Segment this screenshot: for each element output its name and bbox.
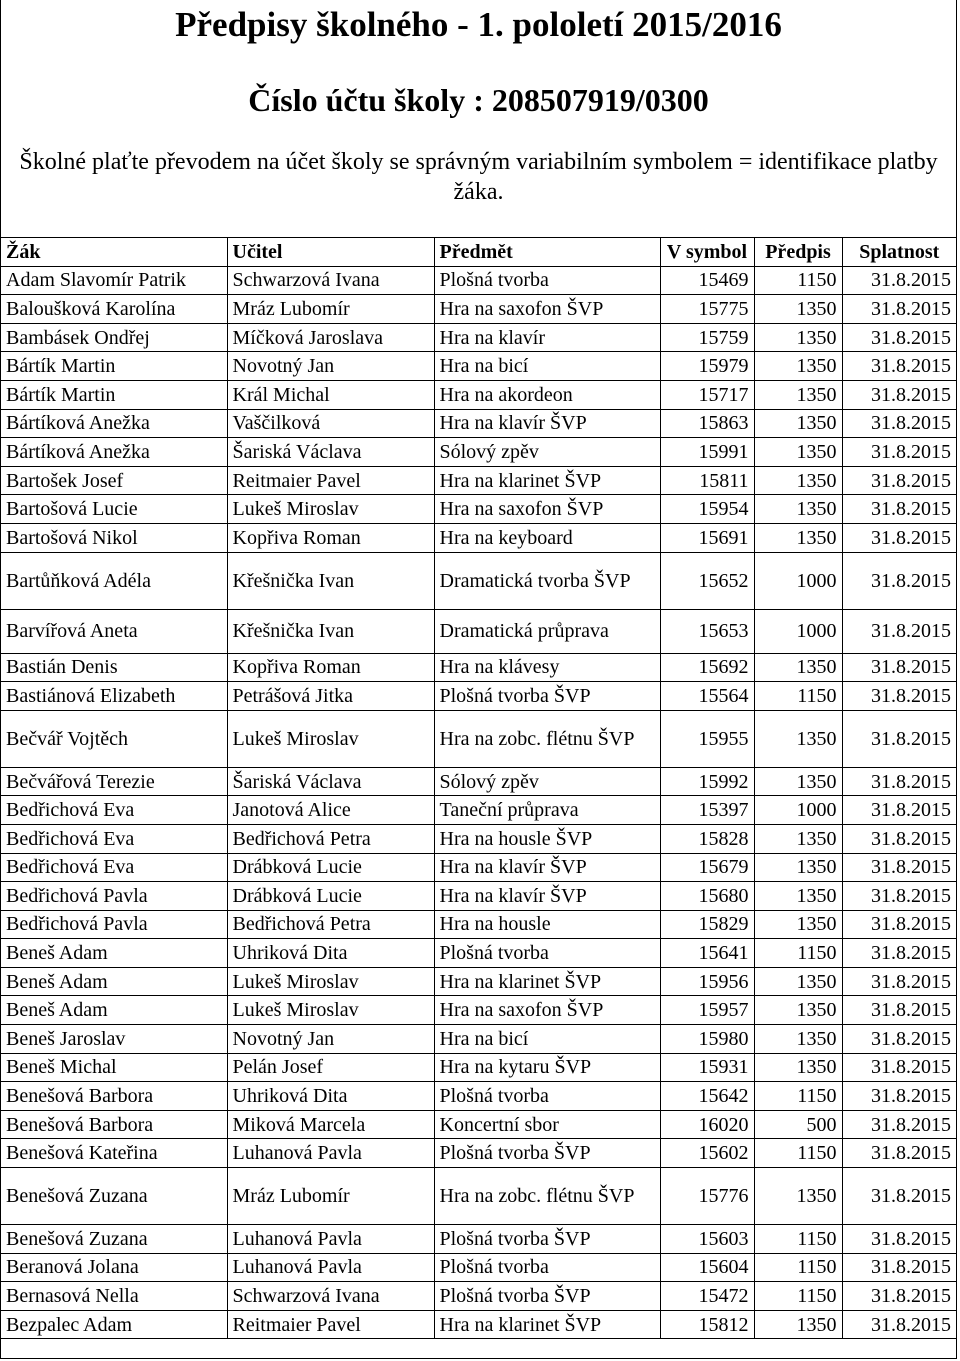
page-title: Předpisy školného - 1. pololetí 2015/2016 xyxy=(175,5,782,44)
cell-due-date: 31.8.2015 xyxy=(842,939,956,968)
table-row xyxy=(1,409,956,438)
table-row xyxy=(1,1282,956,1311)
table-row xyxy=(1,352,956,381)
cell-student: Benešová Barbora xyxy=(1,1082,227,1111)
cell-amount: 1150 xyxy=(754,682,842,711)
cell-amount: 1350 xyxy=(754,853,842,882)
cell-teacher: Janotová Alice xyxy=(227,796,434,825)
cell-vsymbol: 15679 xyxy=(660,853,754,882)
cell-student: Benešová Barbora xyxy=(1,1110,227,1139)
cell-student: Bezpalec Adam xyxy=(1,1310,227,1339)
cell-amount: 1350 xyxy=(754,466,842,495)
table-row xyxy=(1,996,956,1025)
cell-teacher: Luhanová Pavla xyxy=(227,1139,434,1168)
cell-vsymbol: 15991 xyxy=(660,438,754,467)
table-row xyxy=(1,323,956,352)
cell-subject: Hra na zobc. flétnu ŠVP xyxy=(434,1168,660,1225)
cell-amount: 500 xyxy=(754,1110,842,1139)
cell-vsymbol: 15604 xyxy=(660,1253,754,1282)
cell-teacher: Král Michal xyxy=(227,380,434,409)
cell-vsymbol: 15980 xyxy=(660,1025,754,1054)
cell-teacher: Lukeš Miroslav xyxy=(227,967,434,996)
cell-due-date: 31.8.2015 xyxy=(842,1253,956,1282)
cell-amount: 1350 xyxy=(754,1053,842,1082)
cell-vsymbol: 15642 xyxy=(660,1082,754,1111)
table-row xyxy=(1,682,956,711)
table-row xyxy=(1,380,956,409)
cell-subject: Hra na saxofon ŠVP xyxy=(434,495,660,524)
cell-teacher: Kopřiva Roman xyxy=(227,523,434,552)
cell-due-date: 31.8.2015 xyxy=(842,710,956,767)
cell-vsymbol: 15992 xyxy=(660,767,754,796)
cell-teacher: Křešnička Ivan xyxy=(227,609,434,653)
cell-subject: Hra na klavír ŠVP xyxy=(434,882,660,911)
cell-due-date: 31.8.2015 xyxy=(842,1310,956,1339)
table-row xyxy=(1,967,956,996)
column-header-subject: Předmět xyxy=(434,238,660,267)
cell-subject: Hra na kytaru ŠVP xyxy=(434,1053,660,1082)
cell-teacher: Lukeš Miroslav xyxy=(227,495,434,524)
cell-teacher: Míčková Jaroslava xyxy=(227,323,434,352)
cell-vsymbol: 15829 xyxy=(660,910,754,939)
account-number: Číslo účtu školy : 208507919/0300 xyxy=(248,82,709,118)
cell-due-date: 31.8.2015 xyxy=(842,1053,956,1082)
cell-amount: 1350 xyxy=(754,438,842,467)
cell-student: Bártík Martin xyxy=(1,380,227,409)
cell-teacher: Pelán Josef xyxy=(227,1053,434,1082)
cell-vsymbol: 15811 xyxy=(660,466,754,495)
cell-due-date: 31.8.2015 xyxy=(842,1139,956,1168)
cell-teacher: Mráz Lubomír xyxy=(227,295,434,324)
cell-amount: 1350 xyxy=(754,882,842,911)
cell-due-date: 31.8.2015 xyxy=(842,438,956,467)
column-header-teacher: Učitel xyxy=(227,238,434,267)
cell-student: Benešová Zuzana xyxy=(1,1225,227,1254)
cell-student: Bedřichová Pavla xyxy=(1,882,227,911)
cell-subject: Hra na saxofon ŠVP xyxy=(434,996,660,1025)
cell-teacher: Petrášová Jitka xyxy=(227,682,434,711)
cell-amount: 1350 xyxy=(754,295,842,324)
cell-amount: 1350 xyxy=(754,1310,842,1339)
cell-subject: Hra na klarinet ŠVP xyxy=(434,1310,660,1339)
column-header-vsymbol: V symbol xyxy=(660,238,754,267)
fees-table xyxy=(1,237,956,1339)
cell-subject: Sólový zpěv xyxy=(434,438,660,467)
cell-student: Bedřichová Eva xyxy=(1,796,227,825)
cell-teacher: Bedřichová Petra xyxy=(227,910,434,939)
cell-due-date: 31.8.2015 xyxy=(842,1025,956,1054)
column-header-due-date: Splatnost xyxy=(842,238,956,267)
table-row xyxy=(1,523,956,552)
cell-student: Bečvářová Terezie xyxy=(1,767,227,796)
cell-teacher: Luhanová Pavla xyxy=(227,1225,434,1254)
cell-vsymbol: 15691 xyxy=(660,523,754,552)
cell-teacher: Reitmaier Pavel xyxy=(227,466,434,495)
cell-student: Bartošová Lucie xyxy=(1,495,227,524)
cell-due-date: 31.8.2015 xyxy=(842,609,956,653)
cell-student: Bedřichová Eva xyxy=(1,853,227,882)
cell-due-date: 31.8.2015 xyxy=(842,352,956,381)
cell-vsymbol: 15979 xyxy=(660,352,754,381)
table-row xyxy=(1,1310,956,1339)
cell-amount: 1350 xyxy=(754,380,842,409)
cell-subject: Dramatická průprava xyxy=(434,609,660,653)
table-row xyxy=(1,1025,956,1054)
cell-subject: Hra na klarinet ŠVP xyxy=(434,466,660,495)
cell-due-date: 31.8.2015 xyxy=(842,1082,956,1111)
cell-subject: Koncertní sbor xyxy=(434,1110,660,1139)
cell-student: Bedřichová Pavla xyxy=(1,910,227,939)
cell-subject: Plošná tvorba xyxy=(434,1253,660,1282)
cell-subject: Hra na klarinet ŠVP xyxy=(434,967,660,996)
table-row xyxy=(1,824,956,853)
cell-student: Bartůňková Adéla xyxy=(1,552,227,609)
cell-student: Beneš Adam xyxy=(1,939,227,968)
cell-vsymbol: 15957 xyxy=(660,996,754,1025)
cell-vsymbol: 15776 xyxy=(660,1168,754,1225)
cell-teacher: Schwarzová Ivana xyxy=(227,1282,434,1311)
cell-due-date: 31.8.2015 xyxy=(842,796,956,825)
cell-teacher: Miková Marcela xyxy=(227,1110,434,1139)
cell-teacher: Drábková Lucie xyxy=(227,853,434,882)
cell-amount: 1350 xyxy=(754,653,842,682)
cell-subject: Hra na saxofon ŠVP xyxy=(434,295,660,324)
cell-due-date: 31.8.2015 xyxy=(842,466,956,495)
cell-vsymbol: 15472 xyxy=(660,1282,754,1311)
cell-subject: Hra na keyboard xyxy=(434,523,660,552)
cell-amount: 1350 xyxy=(754,1168,842,1225)
cell-vsymbol: 15775 xyxy=(660,295,754,324)
cell-teacher: Uhriková Dita xyxy=(227,939,434,968)
cell-teacher: Drábková Lucie xyxy=(227,882,434,911)
cell-vsymbol: 15863 xyxy=(660,409,754,438)
cell-due-date: 31.8.2015 xyxy=(842,323,956,352)
cell-vsymbol: 15603 xyxy=(660,1225,754,1254)
cell-amount: 1350 xyxy=(754,523,842,552)
cell-due-date: 31.8.2015 xyxy=(842,882,956,911)
table-row xyxy=(1,796,956,825)
cell-subject: Dramatická tvorba ŠVP xyxy=(434,552,660,609)
cell-subject: Plošná tvorba xyxy=(434,939,660,968)
table-row xyxy=(1,767,956,796)
cell-subject: Sólový zpěv xyxy=(434,767,660,796)
cell-due-date: 31.8.2015 xyxy=(842,295,956,324)
cell-subject: Hra na klavír ŠVP xyxy=(434,409,660,438)
cell-subject: Taneční průprava xyxy=(434,796,660,825)
cell-teacher: Šariská Václava xyxy=(227,438,434,467)
table-row xyxy=(1,653,956,682)
cell-amount: 1350 xyxy=(754,495,842,524)
table-row xyxy=(1,438,956,467)
cell-due-date: 31.8.2015 xyxy=(842,910,956,939)
cell-teacher: Kopřiva Roman xyxy=(227,653,434,682)
cell-vsymbol: 15397 xyxy=(660,796,754,825)
cell-amount: 1000 xyxy=(754,552,842,609)
cell-student: Bernasová Nella xyxy=(1,1282,227,1311)
cell-student: Adam Slavomír Patrik xyxy=(1,266,227,295)
cell-vsymbol: 15954 xyxy=(660,495,754,524)
cell-amount: 1350 xyxy=(754,352,842,381)
cell-subject: Hra na klavír ŠVP xyxy=(434,853,660,882)
cell-due-date: 31.8.2015 xyxy=(842,767,956,796)
cell-subject: Hra na bicí xyxy=(434,352,660,381)
cell-student: Barvířová Aneta xyxy=(1,609,227,653)
cell-vsymbol: 15828 xyxy=(660,824,754,853)
cell-amount: 1350 xyxy=(754,767,842,796)
cell-vsymbol: 15602 xyxy=(660,1139,754,1168)
cell-student: Bečvář Vojtěch xyxy=(1,710,227,767)
cell-amount: 1350 xyxy=(754,710,842,767)
cell-due-date: 31.8.2015 xyxy=(842,1282,956,1311)
cell-due-date: 31.8.2015 xyxy=(842,495,956,524)
cell-subject: Hra na housle xyxy=(434,910,660,939)
cell-subject: Plošná tvorba ŠVP xyxy=(434,1139,660,1168)
cell-vsymbol: 15812 xyxy=(660,1310,754,1339)
table-row xyxy=(1,466,956,495)
cell-amount: 1150 xyxy=(754,1253,842,1282)
table-header-row xyxy=(1,238,956,267)
cell-amount: 1350 xyxy=(754,910,842,939)
cell-due-date: 31.8.2015 xyxy=(842,682,956,711)
table-row xyxy=(1,1225,956,1254)
cell-due-date: 31.8.2015 xyxy=(842,996,956,1025)
cell-student: Bastiánová Elizabeth xyxy=(1,682,227,711)
cell-teacher: Vaščilková xyxy=(227,409,434,438)
cell-amount: 1350 xyxy=(754,323,842,352)
cell-due-date: 31.8.2015 xyxy=(842,824,956,853)
cell-vsymbol: 15652 xyxy=(660,552,754,609)
cell-vsymbol: 15641 xyxy=(660,939,754,968)
cell-subject: Hra na zobc. flétnu ŠVP xyxy=(434,710,660,767)
table-row xyxy=(1,1053,956,1082)
table-row xyxy=(1,552,956,609)
cell-student: Beneš Michal xyxy=(1,1053,227,1082)
table-row xyxy=(1,1168,956,1225)
cell-teacher: Bedřichová Petra xyxy=(227,824,434,853)
cell-teacher: Novotný Jan xyxy=(227,352,434,381)
cell-subject: Plošná tvorba ŠVP xyxy=(434,682,660,711)
cell-student: Bártíková Anežka xyxy=(1,438,227,467)
table-row xyxy=(1,1110,956,1139)
cell-amount: 1000 xyxy=(754,609,842,653)
cell-vsymbol: 15759 xyxy=(660,323,754,352)
cell-due-date: 31.8.2015 xyxy=(842,1225,956,1254)
cell-student: Bartošek Josef xyxy=(1,466,227,495)
cell-amount: 1350 xyxy=(754,1025,842,1054)
cell-student: Bártíková Anežka xyxy=(1,409,227,438)
cell-student: Beneš Adam xyxy=(1,996,227,1025)
cell-due-date: 31.8.2015 xyxy=(842,967,956,996)
cell-subject: Plošná tvorba ŠVP xyxy=(434,1225,660,1254)
cell-vsymbol: 15717 xyxy=(660,380,754,409)
table-row xyxy=(1,495,956,524)
table-row xyxy=(1,910,956,939)
cell-vsymbol: 15564 xyxy=(660,682,754,711)
cell-due-date: 31.8.2015 xyxy=(842,409,956,438)
cell-student: Baloušková Karolína xyxy=(1,295,227,324)
cell-amount: 1350 xyxy=(754,996,842,1025)
cell-amount: 1150 xyxy=(754,1282,842,1311)
cell-amount: 1350 xyxy=(754,967,842,996)
column-header-amount: Předpis xyxy=(754,238,842,267)
cell-subject: Hra na klavír xyxy=(434,323,660,352)
cell-teacher: Uhriková Dita xyxy=(227,1082,434,1111)
cell-amount: 1150 xyxy=(754,1082,842,1111)
cell-vsymbol: 15692 xyxy=(660,653,754,682)
cell-due-date: 31.8.2015 xyxy=(842,380,956,409)
cell-subject: Hra na housle ŠVP xyxy=(434,824,660,853)
table-row xyxy=(1,266,956,295)
cell-student: Beneš Jaroslav xyxy=(1,1025,227,1054)
cell-teacher: Schwarzová Ivana xyxy=(227,266,434,295)
table-row xyxy=(1,609,956,653)
cell-teacher: Lukeš Miroslav xyxy=(227,710,434,767)
cell-amount: 1150 xyxy=(754,1139,842,1168)
cell-subject: Hra na bicí xyxy=(434,1025,660,1054)
table-row xyxy=(1,853,956,882)
cell-student: Bastián Denis xyxy=(1,653,227,682)
cell-teacher: Mráz Lubomír xyxy=(227,1168,434,1225)
cell-subject: Plošná tvorba xyxy=(434,266,660,295)
cell-subject: Plošná tvorba xyxy=(434,1082,660,1111)
cell-subject: Hra na klávesy xyxy=(434,653,660,682)
cell-teacher: Novotný Jan xyxy=(227,1025,434,1054)
cell-teacher: Lukeš Miroslav xyxy=(227,996,434,1025)
table-row xyxy=(1,710,956,767)
table-row xyxy=(1,295,956,324)
cell-amount: 1000 xyxy=(754,796,842,825)
cell-due-date: 31.8.2015 xyxy=(842,266,956,295)
table-row xyxy=(1,1139,956,1168)
cell-amount: 1150 xyxy=(754,266,842,295)
payment-note: Školné plaťte převodem na účet školy se správným variabilním symbolem = identifikace platby žáka. xyxy=(19,149,938,205)
cell-due-date: 31.8.2015 xyxy=(842,1110,956,1139)
cell-student: Bártík Martin xyxy=(1,352,227,381)
cell-amount: 1350 xyxy=(754,409,842,438)
cell-due-date: 31.8.2015 xyxy=(842,653,956,682)
cell-due-date: 31.8.2015 xyxy=(842,523,956,552)
cell-vsymbol: 15680 xyxy=(660,882,754,911)
cell-teacher: Křešnička Ivan xyxy=(227,552,434,609)
cell-amount: 1350 xyxy=(754,824,842,853)
cell-teacher: Reitmaier Pavel xyxy=(227,1310,434,1339)
cell-teacher: Šariská Václava xyxy=(227,767,434,796)
cell-vsymbol: 15931 xyxy=(660,1053,754,1082)
cell-vsymbol: 15956 xyxy=(660,967,754,996)
cell-student: Bartošová Nikol xyxy=(1,523,227,552)
cell-amount: 1150 xyxy=(754,939,842,968)
cell-due-date: 31.8.2015 xyxy=(842,1168,956,1225)
cell-student: Beranová Jolana xyxy=(1,1253,227,1282)
cell-due-date: 31.8.2015 xyxy=(842,552,956,609)
cell-teacher: Luhanová Pavla xyxy=(227,1253,434,1282)
cell-vsymbol: 15469 xyxy=(660,266,754,295)
cell-subject: Hra na akordeon xyxy=(434,380,660,409)
table-row xyxy=(1,882,956,911)
cell-student: Benešová Zuzana xyxy=(1,1168,227,1225)
cell-student: Bambásek Ondřej xyxy=(1,323,227,352)
cell-vsymbol: 16020 xyxy=(660,1110,754,1139)
cell-subject: Plošná tvorba ŠVP xyxy=(434,1282,660,1311)
cell-due-date: 31.8.2015 xyxy=(842,853,956,882)
table-row xyxy=(1,939,956,968)
table-row xyxy=(1,1253,956,1282)
cell-amount: 1150 xyxy=(754,1225,842,1254)
cell-student: Bedřichová Eva xyxy=(1,824,227,853)
cell-vsymbol: 15955 xyxy=(660,710,754,767)
cell-vsymbol: 15653 xyxy=(660,609,754,653)
table-row xyxy=(1,1082,956,1111)
cell-student: Beneš Adam xyxy=(1,967,227,996)
column-header-student: Žák xyxy=(1,238,227,267)
cell-student: Benešová Kateřina xyxy=(1,1139,227,1168)
